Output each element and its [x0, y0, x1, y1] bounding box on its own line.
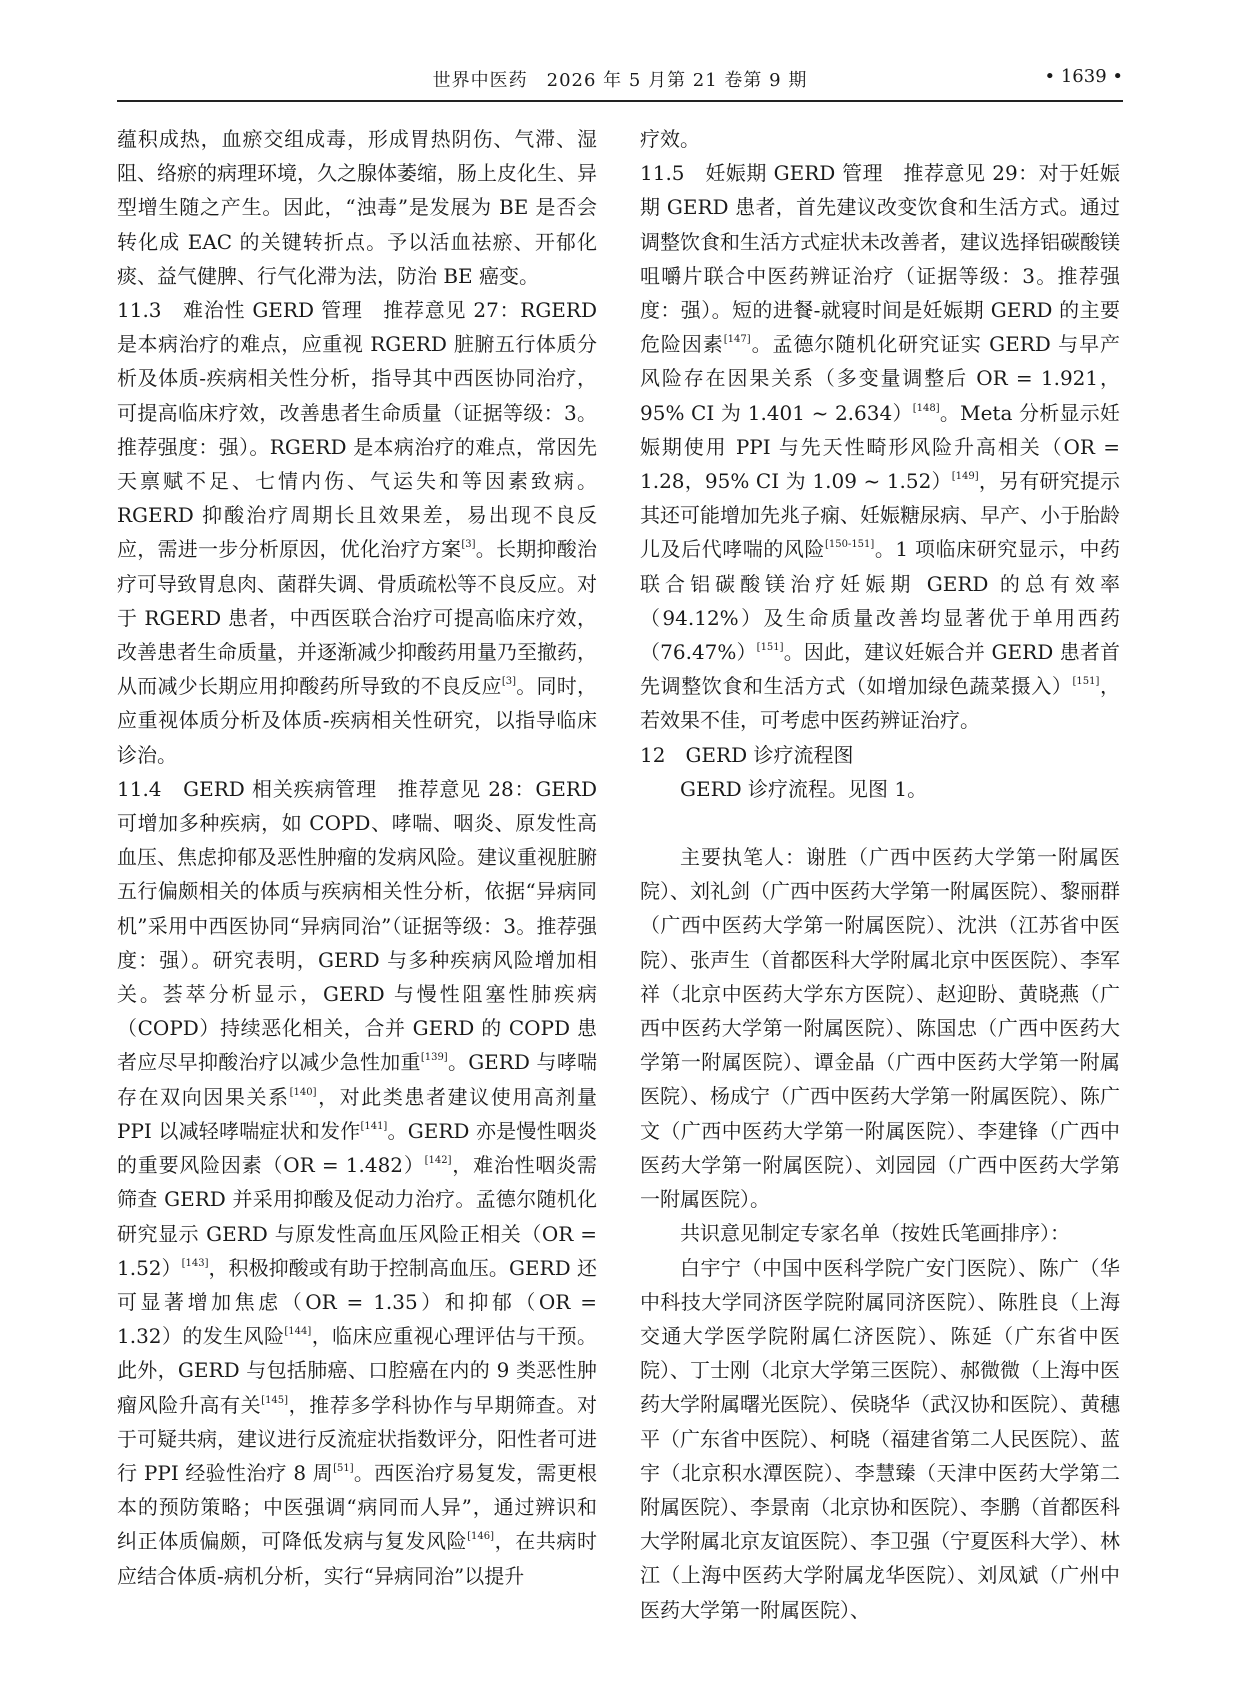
paragraph-text: 。因此，建议妊娠合并 GERD 患者首先调整饮食和生活方式（如增加绿色蔬菜摄入） [640, 640, 1120, 699]
paragraph [640, 840, 1120, 1216]
paragraph-text: 12 GERD 诊疗流程图 [640, 742, 854, 767]
citation-ref: [144] [284, 1326, 312, 1338]
paragraph-text: 11.3 难治性 GERD 管理 推荐意见 27：RGERD 是本病治疗的难点，应重视 RGERD 脏腑五行体质分析及体质-疾病相关性分析，指导其中西医协同治疗，可提高临床疗效，改善患者生命质量（证据等级：3。推荐强度：强）。RGERD 是本病治疗的难点，常因先天禀赋不足、七情内伤、气运失和等因素致病。RGERD 抑酸治疗周期长且效果差，易出现不良反应，需进一步分析原因，优化治疗方案 [117, 298, 597, 562]
journal-issue: 世界中医药 2026 年 5 月第 21 卷第 9 期 [432, 70, 808, 91]
paragraph-text: 蕴积成热，血瘀交组成毒，形成胃热阴伤、气滞、湿阻、络瘀的病理环境，久之腺体萎缩，肠上皮化生、异型增生随之产生。因此，“浊毒”是发展为 BE 是否会转化成 EAC 的关键转折点。予以活血祛瘀、开郁化痰、益气健脾、行气化滞为法，防治 BE 癌变。 [117, 127, 597, 288]
citation-ref: [3] [501, 676, 516, 688]
citation-ref: [147] [723, 334, 751, 346]
paragraph-text: ，另有研究提示其还可能增加先兆子痫、妊娠糖尿病、早产、小于胎龄儿及后代哮喘的风险 [640, 469, 1121, 562]
paragraph-text: 。GERD 与哮喘存在双向因果关系 [117, 1050, 597, 1109]
paragraph [640, 1251, 1120, 1627]
paragraph-text: 白宇宁（中国中医科学院广安门医院）、陈广（华中科技大学同济医学院附属同济医院）、陈胜良（上海交通大学医学院附属仁济医院）、陈延（广东省中医院）、丁士刚（北京大学第三医院）、郝微微（上海中医药大学附属曙光医院）、侯晓华（武汉协和医院）、黄穗平（广东省中医院）、柯晓（福建省第二人民医院）、蓝宇（北京积水潭医院）、李慧臻（天津中医药大学第二附属医院）、李景南（北京协和医院）、李鹏（首都医科大学附属北京友谊医院）、李卫强（宁夏医科大学）、林江（上海中医药大学附属龙华医院）、刘凤斌（广州中医药大学第一附属医院）、 [640, 1255, 1120, 1622]
paragraph-text: 11.4 GERD 相关疾病管理 推荐意见 28：GERD 可增加多种疾病，如 COPD、哮喘、咽炎、原发性高血压、焦虑抑郁及恶性肿瘤的发病风险。建议重视脏腑五行偏颇相关的体质与疾病相关性分析，依据“异病同机”采用中西医协同“异病同治”（证据等级：3。推荐强度：强）。研究表明，GERD 与多种疾病风险增加相关。荟萃分析显示，GERD 与慢性阻塞性肺疾病（COPD）持续恶化相关，合并 GERD 的 COPD 患者应尽早抑酸治疗以减少急性加重 [117, 776, 597, 1075]
citation-ref: [150-151] [824, 539, 875, 551]
paragraph [640, 738, 1120, 772]
paragraph [640, 1216, 1120, 1250]
paragraph-text: GERD 诊疗流程。见图 1。 [680, 776, 928, 801]
citation-ref: [145] [261, 1394, 289, 1406]
paragraph-text: 。Meta 分析显示妊娠期使用 PPI 与先天性畸形风险升高相关（OR = 1.28，95% CI 为 1.09 ~ 1.52） [640, 400, 1120, 494]
citation-ref: [141] [360, 1120, 388, 1132]
citation-ref: [139] [420, 1052, 448, 1064]
paragraph-text: ，对此类患者建议使用高剂量 PPI 以减轻哮喘症状和发作 [117, 1084, 598, 1143]
paragraph-text: 11.5 妊娠期 GERD 管理 推荐意见 29：对于妊娠期 GERD 患者，首先建议改变饮食和生活方式。通过调整饮食和生活方式症状未改善者，建议选择铝碳酸镁咀嚼片联合中医药辨证治疗（证据等级：3。推荐强度：强）。短的进餐-就寝时间是妊娠期 GERD 的主要危险因素 [640, 161, 1120, 357]
citation-ref: [151] [1072, 676, 1100, 688]
paragraph-text: ，若效果不佳，可考虑中医药辨证治疗。 [640, 674, 1121, 733]
paragraph [117, 122, 597, 293]
running-header [117, 66, 1123, 102]
paragraph-text: 。1 项临床研究显示，中药联合铝碳酸镁治疗妊娠期 GERD 的总有效率（94.12%）及生命质量改善均显著优于单用西药（76.47%） [640, 537, 1120, 665]
paragraph [640, 772, 1120, 806]
paragraph-text: ，临床应重视心理评估与干预。此外，GERD 与包括肺癌、口腔癌在内的 9 类恶性肿瘤风险升高有关 [117, 1324, 597, 1417]
paragraph-text: 。同时，应重视体质分析及体质-疾病相关性研究，以指导临床诊治。 [117, 674, 598, 767]
paragraph-text: 。长期抑酸治疗可导致胃息肉、菌群失调、骨质疏松等不良反应。对于 RGERD 患者，中西医联合治疗可提高临床疗效，改善患者生命质量，并逐渐减少抑酸药用量乃至撤药，从而减少长期应用抑酸药所导致的不良反应 [117, 537, 598, 699]
paragraph [640, 156, 1120, 737]
paragraph-text: 主要执笔人：谢胜（广西中医药大学第一附属医院）、刘礼剑（广西中医药大学第一附属医院）、黎丽群（广西中医药大学第一附属医院）、沈洪（江苏省中医院）、张声生（首都医科大学附属北京中医医院）、李军祥（北京中医药大学东方医院）、赵迎盼、黄晓燕（广西中医药大学第一附属医院）、陈国忠（广西中医药大学第一附属医院）、谭金晶（广西中医药大学第一附属医院）、杨成宁（广西中医药大学第一附属医院）、陈广文（广西中医药大学第一附属医院）、李建锋（广西中医药大学第一附属医院）、刘园园（广西中医药大学第一附属医院）。 [640, 845, 1120, 1212]
paragraph-text: ，积极抑酸或有助于控制高血压。GERD 还可显著增加焦虑（OR = 1.35）和抑郁（OR = 1.32）的发生风险 [117, 1255, 598, 1349]
citation-ref: [151] [756, 642, 784, 654]
citation-ref: [51] [333, 1462, 354, 1474]
paragraph-text: 疗效。 [640, 127, 700, 151]
right-column [640, 122, 1120, 1627]
citation-ref: [148] [912, 402, 940, 414]
citation-ref: [143] [181, 1257, 209, 1269]
paragraph [117, 293, 597, 772]
citation-ref: [140] [289, 1086, 317, 1098]
paragraph-text: 。孟德尔随机化研究证实 GERD 与早产风险存在因果关系（多变量调整后 OR = 1.921，95% CI 为 1.401 ~ 2.634） [640, 332, 1121, 425]
citation-ref: [149] [951, 471, 979, 483]
paragraph-text: ，难治性咽炎需筛查 GERD 并采用抑酸及促动力治疗。孟德尔随机化研究显示 GERD 与原发性高血压风险正相关（OR = 1.52） [117, 1153, 597, 1280]
citation-ref: [3] [461, 539, 476, 551]
citation-ref: [142] [424, 1155, 452, 1167]
page-number: • 1639 • [1044, 66, 1123, 87]
left-column [117, 122, 597, 1593]
paragraph-text: ，推荐多学科协作与早期筛查。对于可疑共病，建议进行反流症状指数评分，阳性者可进行 PPI 经验性治疗 8 周 [117, 1392, 598, 1485]
paragraph [117, 772, 597, 1593]
paragraph-text: 。GERD 亦是慢性咽炎的重要风险因素（OR = 1.482） [117, 1118, 598, 1178]
paragraph-text: 。西医治疗易复发，需更根本的预防策略；中医强调“病同而人异”，通过辨识和纠正体质偏颇，可降低发病与复发风险 [117, 1460, 598, 1554]
citation-ref: [146] [467, 1531, 495, 1543]
paragraph [640, 122, 1120, 156]
paragraph-text: 共识意见制定专家名单（按姓氏笔画排序）： [680, 1221, 1070, 1246]
paragraph-text: ，在共病时应结合体质-病机分析，实行“异病同治”以提升 [117, 1529, 598, 1588]
